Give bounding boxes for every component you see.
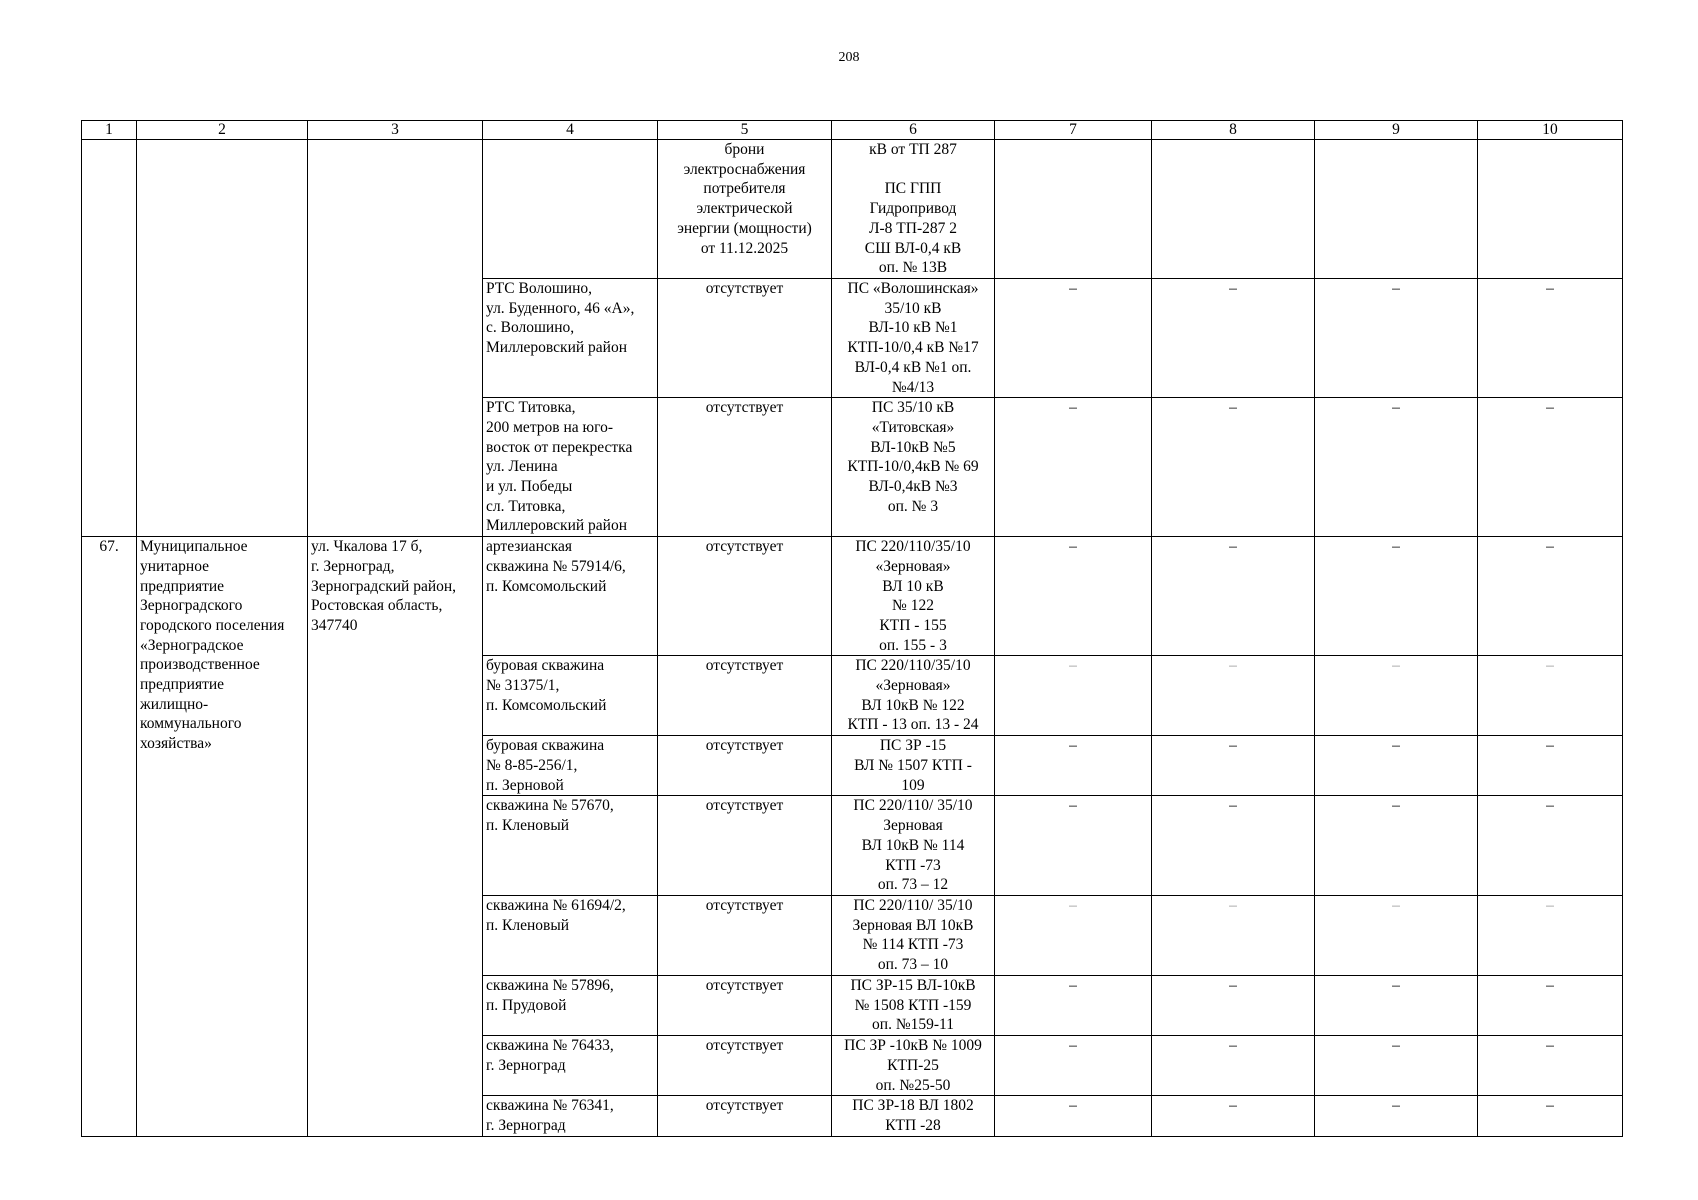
address-cell-line: 347740 [311, 616, 358, 634]
status-cell-line: отсутствует [705, 797, 784, 815]
object-cell-line: восток от перекрестка [486, 438, 633, 456]
value-cell-col7: – [995, 398, 1152, 537]
connection-cell-line: СШ ВЛ-0,4 кВ [864, 239, 962, 257]
connection-cell-line [835, 160, 991, 180]
object-cell-line: 200 метров на юго- [486, 418, 613, 436]
object-cell-line: РТС Титовка, [486, 399, 576, 417]
organization-cell-line: жилищно- [140, 695, 209, 713]
status-cell [658, 398, 832, 537]
connection-cell-line: оп. 73 – 12 [877, 876, 949, 894]
table-body [82, 140, 1623, 1137]
object-cell-line: п. Комсомольский [486, 577, 607, 595]
value-cell-col10: – [1478, 279, 1623, 398]
page-number: 208 [838, 50, 860, 65]
column-header: 10 [1478, 121, 1623, 140]
value-cell-col7: – [995, 796, 1152, 896]
object-cell-line: сл. Титовка, [486, 497, 566, 515]
connection-cell-line: кВ от ТП 287 [869, 141, 957, 158]
column-header: 1 [82, 121, 137, 140]
address-cell-line: Зерноградский район, [311, 577, 457, 595]
connection-cell-line: № 114 КТП -73 [862, 936, 964, 954]
value-cell-col9: – [1315, 1036, 1478, 1096]
table-row [82, 537, 1623, 656]
status-cell-line: отсутствует [705, 976, 784, 994]
status-cell-line: отсутствует [705, 657, 784, 675]
status-cell-line: от 11.12.2025 [700, 239, 789, 257]
value-cell-col9: – [1315, 656, 1478, 736]
connection-cell [832, 398, 995, 537]
status-cell [658, 796, 832, 896]
organization-cell-line: унитарное [140, 557, 210, 575]
status-cell [658, 537, 832, 656]
object-cell-line: п. Кленовый [486, 817, 570, 835]
object-cell [483, 736, 658, 796]
column-header: 3 [308, 121, 483, 140]
object-cell [483, 537, 658, 656]
value-cell-col10: – [1478, 975, 1623, 1035]
connection-cell-line: КТП-10/0,4кВ № 69 [847, 458, 979, 476]
organization-cell [137, 537, 308, 1136]
connection-cell [832, 736, 995, 796]
connection-cell-line: ВЛ-0,4 кВ №1 оп. [854, 358, 972, 376]
status-cell-line: отсутствует [705, 896, 784, 914]
object-cell-line: скважина № 76341, [486, 1097, 614, 1115]
value-cell-col8: – [1152, 537, 1315, 656]
connection-cell-line: ВЛ-0,4кВ №3 [868, 478, 958, 496]
value-cell-col7: – [995, 656, 1152, 736]
organization-cell-line: производственное [140, 656, 260, 674]
object-cell [483, 140, 658, 279]
status-cell [658, 140, 832, 279]
address-cell [308, 140, 483, 537]
object-cell-line: с. Волошино, [486, 319, 575, 337]
connection-cell-line: ПС 220/110/ 35/10 [853, 797, 973, 815]
connection-cell-line: Зерновая [883, 817, 943, 835]
object-cell-line: и ул. Победы [486, 478, 573, 496]
connection-cell-line: ПС 220/110/35/10 [855, 657, 971, 675]
value-cell-col7: – [995, 895, 1152, 975]
table-row [82, 140, 1623, 279]
status-cell-line: отсутствует [705, 1097, 784, 1115]
value-cell-col8: – [1152, 1036, 1315, 1096]
value-cell-col7 [995, 140, 1152, 279]
object-cell-line: скважина № 57914/6, [486, 557, 626, 575]
column-header: 9 [1315, 121, 1478, 140]
object-cell [483, 975, 658, 1035]
connection-cell [832, 895, 995, 975]
object-cell-line: г. Зерноград [486, 1116, 566, 1134]
organization-cell [137, 140, 308, 537]
object-cell-line: скважина № 57896, [486, 976, 614, 994]
organization-cell-line: «Зерноградское [140, 636, 244, 654]
status-cell-line: отсутствует [705, 737, 784, 755]
connection-cell-line: КТП -73 [885, 856, 941, 874]
object-cell-line: № 8-85-256/1, [486, 757, 578, 775]
status-cell-line: отсутствует [705, 280, 784, 297]
connection-cell-line: ПС 220/110/ 35/10 [853, 896, 973, 914]
connection-cell-line: КТП - 13 оп. 13 - 24 [847, 716, 979, 734]
object-cell [483, 279, 658, 398]
value-cell-col8: – [1152, 656, 1315, 736]
connection-cell-line: ВЛ-10 кВ №1 [868, 319, 958, 337]
value-cell-col8: – [1152, 398, 1315, 537]
value-cell-col9: – [1315, 975, 1478, 1035]
column-header-row [82, 121, 1623, 140]
row-number-cell [82, 140, 137, 537]
status-cell-line: отсутствует [705, 399, 784, 417]
address-cell-line: Ростовская область, [311, 597, 443, 615]
connection-cell-line: КТП-10/0,4 кВ №17 [847, 339, 979, 357]
value-cell-col9: – [1315, 279, 1478, 398]
connection-cell [832, 537, 995, 656]
object-cell-line: скважина № 61694/2, [486, 896, 626, 914]
connection-cell-line: Зерновая ВЛ 10кВ [852, 916, 974, 934]
connection-cell-line: оп. № 3 [887, 497, 939, 515]
status-cell [658, 279, 832, 398]
connection-cell-line: ВЛ 10 кВ [882, 577, 944, 595]
value-cell-col7: – [995, 1036, 1152, 1096]
connection-cell-line: 109 [901, 776, 925, 794]
connection-cell-line: оп. №159-11 [872, 1016, 954, 1034]
status-cell-line: электроснабжения [683, 160, 806, 178]
value-cell-col10: – [1478, 1036, 1623, 1096]
object-cell-line: скважина № 76433, [486, 1037, 614, 1055]
object-cell [483, 656, 658, 736]
value-cell-col9: – [1315, 895, 1478, 975]
connection-cell [832, 656, 995, 736]
column-header: 7 [995, 121, 1152, 140]
connection-cell [832, 279, 995, 398]
value-cell-col9: – [1315, 398, 1478, 537]
object-cell [483, 895, 658, 975]
organization-cell-line: предприятие [140, 577, 225, 595]
object-cell-line: № 31375/1, [486, 677, 560, 695]
column-header: 2 [137, 121, 308, 140]
value-cell-col9: – [1315, 537, 1478, 656]
connection-cell-line: «Титовская» [871, 418, 955, 436]
connection-cell-line: КТП-25 [887, 1056, 939, 1074]
object-cell-line: буровая скважина [486, 657, 605, 675]
organization-cell-line: предприятие [140, 676, 225, 694]
value-cell-col10: – [1478, 895, 1623, 975]
object-cell-line: ул. Буденного, 46 «А», [486, 299, 635, 317]
connection-cell-line: ПС ЗР-18 ВЛ 1802 [852, 1097, 974, 1115]
object-cell-line: п. Кленовый [486, 916, 570, 934]
value-cell-col9: – [1315, 736, 1478, 796]
object-cell-line: г. Зерноград [486, 1056, 566, 1074]
connection-cell-line: ПС ЗР-15 ВЛ-10кВ [850, 976, 976, 994]
connection-cell-line: КТП - 155 [879, 616, 947, 634]
connection-cell [832, 1036, 995, 1096]
value-cell-col9: – [1315, 796, 1478, 896]
address-cell-line: г. Зерноград, [311, 557, 395, 575]
organization-cell-line: городского поселения [140, 616, 285, 634]
connection-cell-line: ВЛ № 1507 КТП - [854, 757, 972, 775]
status-cell-line: брони [724, 141, 765, 158]
object-cell-line: Миллеровский район [486, 517, 627, 535]
connection-cell-line: № 1508 КТП -159 [854, 996, 972, 1014]
connection-cell-line: «Зерновая» [875, 677, 951, 695]
connection-cell [832, 796, 995, 896]
value-cell-col10: – [1478, 796, 1623, 896]
value-cell-col10: – [1478, 1096, 1623, 1136]
connection-cell-line: КТП -28 [885, 1116, 941, 1134]
status-cell [658, 1036, 832, 1096]
object-cell-line: буровая скважина [486, 737, 605, 755]
connection-cell-line: ВЛ 10кВ № 114 [861, 836, 965, 854]
object-cell-line: артезианская [486, 538, 573, 556]
status-cell [658, 736, 832, 796]
value-cell-col8 [1152, 140, 1315, 279]
object-cell [483, 1096, 658, 1136]
value-cell-col7: – [995, 975, 1152, 1035]
value-cell-col7: – [995, 1096, 1152, 1136]
status-cell-line: электрической [696, 200, 793, 218]
row-number-cell: 67. [82, 537, 137, 1136]
connection-cell-line: оп. №25-50 [875, 1076, 951, 1094]
connection-cell-line: оп. 73 – 10 [877, 956, 949, 974]
object-cell-line: Миллеровский район [486, 339, 627, 357]
value-cell-col10: – [1478, 537, 1623, 656]
connection-cell-line: ВЛ-10кВ №5 [870, 438, 956, 456]
organization-cell-line: коммунального [140, 715, 242, 733]
connection-cell-line: 35/10 кВ [884, 299, 942, 317]
column-header: 8 [1152, 121, 1315, 140]
value-cell-col8: – [1152, 1096, 1315, 1136]
connection-cell-line: Гидропривод [869, 200, 957, 218]
column-header: 5 [658, 121, 832, 140]
address-cell-line: ул. Чкалова 17 б, [311, 538, 423, 556]
connection-cell-line: №4/13 [891, 378, 935, 396]
connection-cell [832, 1096, 995, 1136]
status-cell-line: энергии (мощности) [677, 219, 812, 237]
organization-cell-line: Зерноградского [140, 597, 243, 615]
connection-cell-line: оп. № 13В [878, 259, 948, 277]
column-header: 6 [832, 121, 995, 140]
object-cell-line: РТС Волошино, [486, 280, 593, 297]
value-cell-col10: – [1478, 656, 1623, 736]
value-cell-col7: – [995, 537, 1152, 656]
status-cell [658, 895, 832, 975]
connection-cell-line: ПС ГПП [884, 180, 942, 198]
object-cell-line: п. Зерновой [486, 776, 564, 794]
value-cell-col8: – [1152, 736, 1315, 796]
status-cell-line: потребителя [703, 180, 786, 198]
object-cell [483, 796, 658, 896]
connection-cell-line: № 122 [892, 597, 934, 615]
connection-cell-line: ПС ЗР -10кВ № 1009 [844, 1037, 982, 1055]
value-cell-col7: – [995, 279, 1152, 398]
object-cell-line: п. Прудовой [486, 996, 567, 1014]
object-cell-line: ул. Ленина [486, 458, 558, 476]
status-cell [658, 656, 832, 736]
value-cell-col9 [1315, 140, 1478, 279]
connection-cell-line: Л-8 ТП-287 2 [869, 219, 957, 237]
object-cell-line: скважина № 57670, [486, 797, 614, 815]
connection-cell-line: «Зерновая» [875, 557, 951, 575]
connection-cell [832, 975, 995, 1035]
value-cell-col10: – [1478, 398, 1623, 537]
organization-cell-line: Муниципальное [140, 538, 248, 556]
connection-cell [832, 140, 995, 279]
connection-cell-line: ПС ЗР -15 [879, 737, 947, 755]
connection-cell-line: ПС «Волошинская» [847, 280, 979, 297]
value-cell-col8: – [1152, 975, 1315, 1035]
value-cell-col8: – [1152, 895, 1315, 975]
object-cell-line: п. Комсомольский [486, 696, 607, 714]
connection-cell-line: ПС 220/110/35/10 [855, 538, 971, 556]
data-table [81, 120, 1623, 1137]
value-cell-col8: – [1152, 796, 1315, 896]
organization-cell-line: хозяйства» [140, 735, 212, 753]
connection-cell-line: ВЛ 10кВ № 122 [861, 696, 965, 714]
address-cell [308, 537, 483, 1136]
value-cell-col10: – [1478, 736, 1623, 796]
column-header: 4 [483, 121, 658, 140]
value-cell-col10 [1478, 140, 1623, 279]
value-cell-col8: – [1152, 279, 1315, 398]
value-cell-col7: – [995, 736, 1152, 796]
connection-cell-line: ПС 35/10 кВ [871, 399, 955, 417]
object-cell [483, 1036, 658, 1096]
object-cell [483, 398, 658, 537]
connection-cell-line: оп. 155 - 3 [879, 636, 947, 654]
status-cell [658, 975, 832, 1035]
status-cell-line: отсутствует [705, 1037, 784, 1055]
status-cell [658, 1096, 832, 1136]
status-cell-line: отсутствует [705, 538, 784, 556]
value-cell-col9: – [1315, 1096, 1478, 1136]
